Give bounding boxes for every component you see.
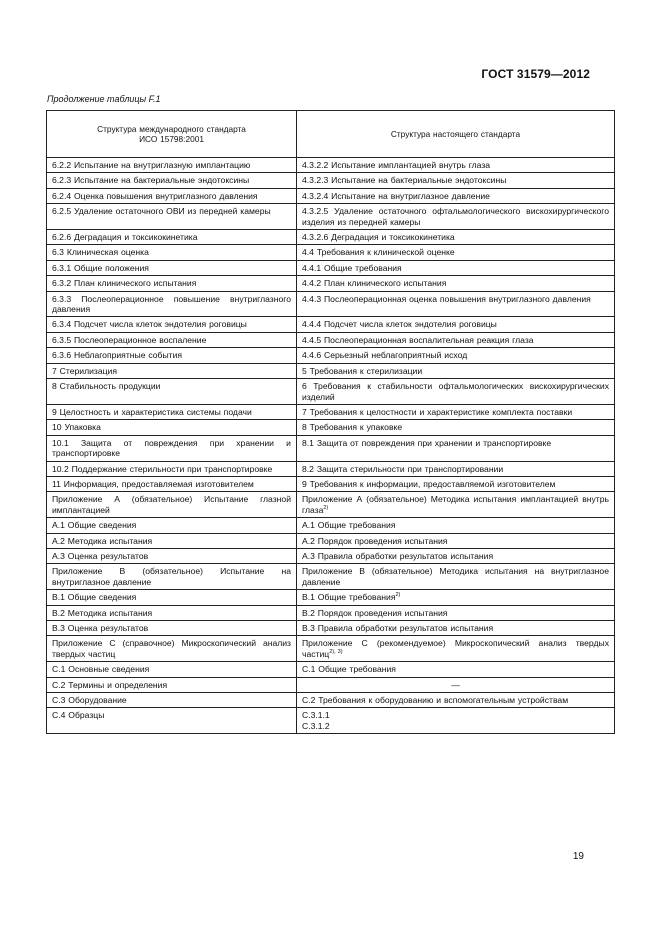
footnote-marker: 2) [323, 504, 329, 511]
table-row [47, 420, 615, 435]
national-clause-cell [297, 621, 615, 636]
table-row [47, 348, 615, 363]
national-clause-cell [297, 693, 615, 708]
national-clause-cell [297, 158, 615, 173]
table-row [47, 518, 615, 533]
table-row [47, 492, 615, 518]
national-clause-text: 4.4.3 Послеоперационная оценка повышения внутриглазного давления [302, 293, 591, 304]
table-row [47, 533, 615, 548]
table-row [47, 276, 615, 291]
national-clause-text: 4.4 Требования к клинической оценке [302, 247, 455, 258]
national-clause-cell [297, 636, 615, 662]
national-clause-text: 4.4.4 Подсчет числа клеток эндотелия роговицы [302, 319, 497, 330]
international-clause-cell: В.2 Методика испытания [47, 605, 297, 620]
national-clause-text: Приложение В (обязательное) Методика испытания на внутриглазное давление [302, 566, 609, 587]
national-clause-text-line2: С.3.1.2 [302, 720, 330, 731]
table-row [47, 662, 615, 677]
table-row [47, 291, 615, 317]
national-clause-cell [297, 230, 615, 245]
national-clause-text: 9 Требования к информации, предоставляемой изготовителем [302, 478, 556, 489]
national-clause-text: Приложение А (обязательное) Методика испытания имплантацией внутрь глаза [302, 494, 609, 515]
national-clause-cell [297, 379, 615, 405]
national-clause-text: — [451, 679, 460, 690]
international-clause-cell: 10 Упаковка [47, 420, 297, 435]
table-row [47, 158, 615, 173]
footnote-marker: 2), 3) [329, 648, 343, 655]
national-clause-text: 4.4.2 План клинического испытания [302, 278, 447, 289]
international-clause-cell: 11 Информация, предоставляемая изготовителем [47, 476, 297, 491]
national-clause-text: А.2 Порядок проведения испытания [302, 535, 448, 546]
international-clause-cell: 6.3.3 Послеоперационное повышение внутриглазного давления [47, 291, 297, 317]
national-clause-cell [297, 420, 615, 435]
national-clause-cell [297, 677, 615, 692]
national-clause-text: 5 Требования к стерилизации [302, 365, 423, 376]
table-row [47, 188, 615, 203]
table-row [47, 548, 615, 563]
national-clause-cell [297, 476, 615, 491]
table-row [47, 621, 615, 636]
national-clause-text: С.1 Общие требования [302, 664, 396, 675]
national-clause-text: 4.4.5 Послеоперационная воспалительная реакция глаза [302, 334, 534, 345]
international-clause-cell: 10.1 Защита от повреждения при хранении и транспортировке [47, 435, 297, 461]
table-row [47, 204, 615, 230]
national-clause-cell [297, 173, 615, 188]
national-clause-text: А.3 Правила обработки результатов испытания [302, 550, 494, 561]
national-clause-cell [297, 518, 615, 533]
international-clause-cell: 6.2.4 Оценка повышения внутриглазного давления [47, 188, 297, 203]
national-clause-text: 4.4.6 Серьезный неблагоприятный исход [302, 350, 468, 361]
table-row [47, 476, 615, 491]
national-clause-text: 4.3.2.4 Испытание на внутриглазное давление [302, 190, 490, 201]
national-clause-text: 8 Требования к упаковке [302, 422, 403, 433]
national-clause-text: Приложение С (рекомендуемое) Микроскопический анализ твердых частиц [302, 638, 609, 659]
table-row [47, 677, 615, 692]
table-row [47, 693, 615, 708]
national-clause-text: 6 Требования к стабильности офтальмологических вискохирургических изделий [302, 381, 609, 402]
national-clause-cell [297, 204, 615, 230]
international-clause-cell: С.4 Образцы [47, 708, 297, 734]
national-clause-cell [297, 245, 615, 260]
header-this-standard: Структура настоящего стандарта [297, 111, 615, 158]
national-clause-text: В.3 Правила обработки результатов испытания [302, 623, 494, 633]
national-clause-text: С.3.1.1 [302, 710, 330, 721]
table-row [47, 605, 615, 620]
national-clause-text: 4.3.2.6 Деградация и токсикокинетика [302, 232, 455, 243]
table-row [47, 636, 615, 662]
national-clause-cell [297, 533, 615, 548]
national-clause-text: В.1 Общие требования [302, 592, 396, 603]
table-row [47, 564, 615, 590]
international-clause-cell: 6.3.6 Неблагоприятные события [47, 348, 297, 363]
national-clause-text: 8.2 Защита стерильности при транспортировании [302, 463, 504, 474]
standards-mapping-table [46, 110, 615, 734]
international-clause-cell: 6.3.1 Общие положения [47, 260, 297, 275]
international-clause-cell: 7 Стерилизация [47, 363, 297, 378]
national-clause-cell [297, 332, 615, 347]
national-clause-cell [297, 348, 615, 363]
national-clause-cell [297, 590, 615, 605]
international-clause-cell: А.2 Методика испытания [47, 533, 297, 548]
international-clause-cell: В.1 Общие сведения [47, 590, 297, 605]
table-row [47, 317, 615, 332]
national-clause-cell [297, 605, 615, 620]
table-row [47, 435, 615, 461]
header-left-line1: Структура международного стандарта [97, 124, 246, 134]
international-clause-cell: А.3 Оценка результатов [47, 548, 297, 563]
table-header-row [47, 111, 615, 158]
national-clause-text: В.2 Порядок проведения испытания [302, 607, 448, 618]
national-clause-cell [297, 291, 615, 317]
national-clause-cell [297, 708, 615, 734]
national-clause-text: 7 Требования к целостности и характеристике комплекта поставки [302, 406, 573, 417]
national-clause-text: 4.3.2.5 Удаление остаточного офтальмологического вискохирургического изделия из передней камеры [302, 206, 609, 227]
international-clause-cell: 6.2.2 Испытание на внутриглазную имплантацию [47, 158, 297, 173]
international-clause-cell: 6.3.5 Послеоперационное воспаление [47, 332, 297, 347]
national-clause-cell [297, 260, 615, 275]
national-clause-text: С.2 Требования к оборудованию и вспомогательным устройствам [302, 695, 569, 706]
table-row [47, 379, 615, 405]
national-clause-cell [297, 461, 615, 476]
document-number: ГОСТ 31579—2012 [481, 67, 590, 81]
national-clause-cell [297, 492, 615, 518]
national-clause-text: 4.3.2.2 Испытание имплантацией внутрь глаза [302, 160, 491, 170]
national-clause-text: 4.4.1 Общие требования [302, 262, 402, 273]
table-row [47, 230, 615, 245]
header-left-line2: ИСО 15798:2001 [139, 134, 204, 144]
table-row [47, 260, 615, 275]
national-clause-cell [297, 564, 615, 590]
international-clause-cell: С.1 Основные сведения [47, 662, 297, 677]
table-row [47, 173, 615, 188]
international-clause-cell: С.3 Оборудование [47, 693, 297, 708]
national-clause-cell [297, 363, 615, 378]
national-clause-text: 4.3.2.3 Испытание на бактериальные эндотоксины [302, 175, 507, 186]
table-row [47, 332, 615, 347]
table-row [47, 404, 615, 419]
international-clause-cell: 8 Стабильность продукции [47, 379, 297, 405]
international-clause-cell: 6.2.3 Испытание на бактериальные эндотоксины [47, 173, 297, 188]
national-clause-cell [297, 435, 615, 461]
international-clause-cell: 6.3.4 Подсчет числа клеток эндотелия роговицы [47, 317, 297, 332]
international-clause-cell: 10.2 Поддержание стерильности при транспортировке [47, 461, 297, 476]
international-clause-cell: Приложение В (обязательное) Испытание на внутриглазное давление [47, 564, 297, 590]
table-row [47, 363, 615, 378]
international-clause-cell: А.1 Общие сведения [47, 518, 297, 533]
international-clause-cell: Приложение С (справочное) Микроскопический анализ твердых частиц [47, 636, 297, 662]
table-row [47, 461, 615, 476]
national-clause-cell [297, 404, 615, 419]
national-clause-text: А.1 Общие требования [302, 520, 396, 531]
international-clause-cell: 9 Целостность и характеристика системы подачи [47, 404, 297, 419]
international-clause-cell: 6.3.2 План клинического испытания [47, 276, 297, 291]
national-clause-text: 8.1 Защита от повреждения при хранении и транспортировке [302, 437, 552, 448]
table-row [47, 245, 615, 260]
international-clause-cell: В.3 Оценка результатов [47, 621, 297, 636]
table-row [47, 708, 615, 734]
national-clause-cell [297, 317, 615, 332]
international-clause-cell: 6.2.5 Удаление остаточного ОВИ из передней камеры [47, 204, 297, 230]
national-clause-cell [297, 548, 615, 563]
international-clause-cell: Приложение А (обязательное) Испытание глазной имплантацией [47, 492, 297, 518]
table-row [47, 590, 615, 605]
national-clause-cell [297, 662, 615, 677]
national-clause-cell [297, 188, 615, 203]
national-clause-cell [297, 276, 615, 291]
international-clause-cell: 6.2.6 Деградация и токсикокинетика [47, 230, 297, 245]
international-clause-cell: 6.3 Клиническая оценка [47, 245, 297, 260]
header-international-standard [47, 111, 297, 158]
international-clause-cell: С.2 Термины и определения [47, 677, 297, 692]
table-caption: Продолжение таблицы F.1 [47, 94, 161, 104]
footnote-marker: 2) [395, 592, 401, 599]
page-number: 19 [572, 851, 584, 862]
